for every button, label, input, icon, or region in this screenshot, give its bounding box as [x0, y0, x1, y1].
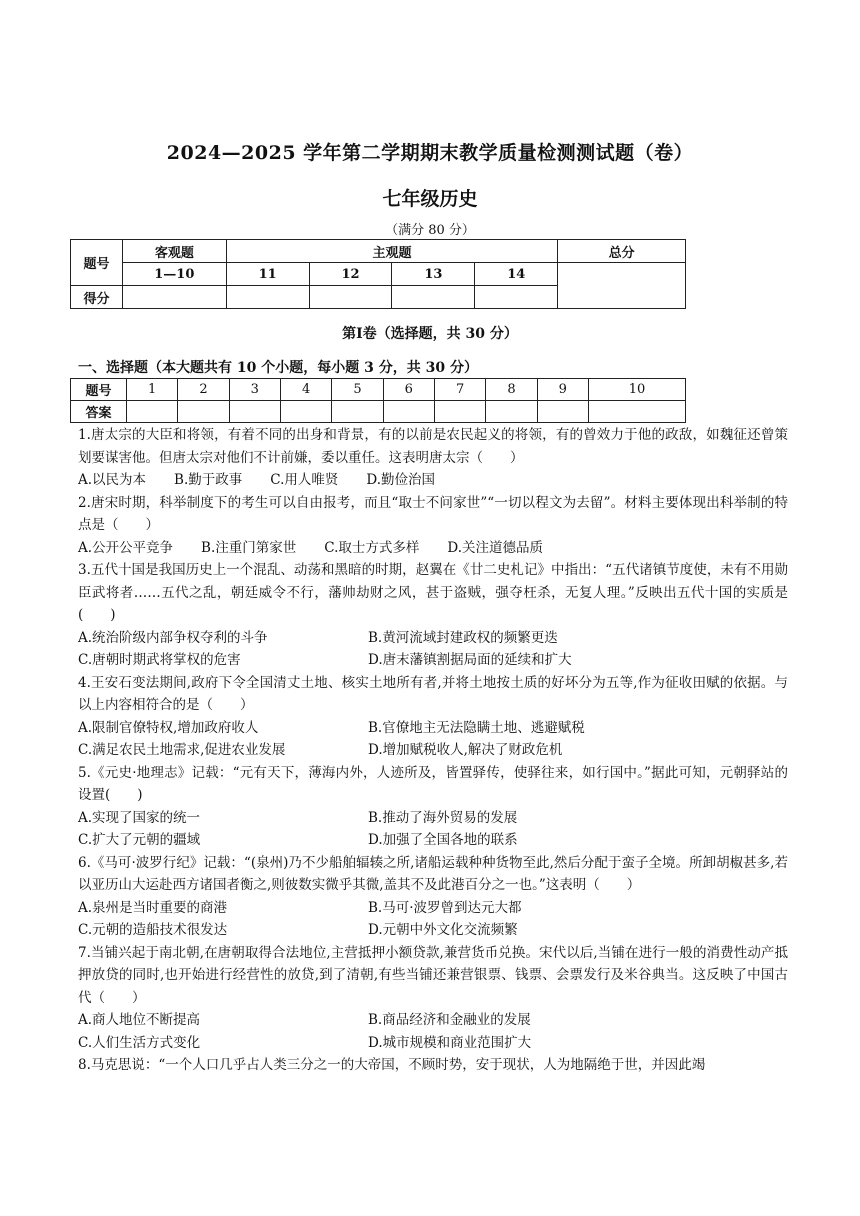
question-stem: 3.五代十国是我国历史上一个混乱、动荡和黑暗的时期，赵翼在《廿二史札记》中指出：“五代诸镇节度使，未有不用勋臣武将者……五代之乱，朝廷威令不行，藩帅劫财之风，甚于盗贼，强夺枉杀，无复人理。”反映出五代十国的实质是( ) — [78, 562, 788, 623]
option-a[interactable]: A.统治阶级内部争权夺利的斗争 — [78, 629, 268, 646]
question-5 — [78, 762, 788, 852]
option-d[interactable]: D.勤俭治国 — [366, 472, 436, 488]
option-a[interactable]: A.以民为本 — [78, 472, 147, 488]
option-a[interactable]: A.实现了国家的统一 — [78, 809, 201, 826]
option-c[interactable]: C.扩大了元朝的疆域 — [78, 832, 201, 848]
answer-cell-6[interactable] — [383, 401, 434, 423]
answer-table — [70, 378, 686, 423]
option-group — [78, 829, 788, 852]
option-b[interactable]: B.勤于政事 — [174, 472, 243, 488]
answer-num: 8 — [486, 379, 537, 401]
answer-num: 5 — [332, 379, 383, 401]
answer-label-daan: 答案 — [71, 401, 127, 423]
answer-num: 6 — [383, 379, 434, 401]
option-b[interactable]: B.商品经济和金融业的发展 — [368, 1012, 531, 1028]
score-cell-13[interactable] — [392, 286, 475, 309]
exam-subtitle: 七年级历史 — [382, 188, 478, 210]
option-b[interactable]: B.注重门第家世 — [201, 539, 297, 556]
option-b[interactable]: B.官僚地主无法隐瞒土地、逃避赋税 — [368, 719, 585, 736]
option-c[interactable]: C.人们生活方式变化 — [78, 1034, 201, 1051]
answer-cell-8[interactable] — [486, 401, 537, 423]
option-c[interactable]: C.取士方式多样 — [324, 539, 420, 556]
full-score-note: （满分 80 分） — [385, 223, 475, 238]
answer-input-row — [71, 401, 686, 423]
answer-cell-5[interactable] — [332, 401, 383, 423]
question-8 — [78, 1054, 788, 1077]
option-b[interactable]: B.黄河流域封建政权的频繁更迭 — [368, 629, 558, 646]
score-label-zongfen: 总分 — [558, 240, 686, 263]
section-title: 第Ⅰ卷（选择题，共 30 分） — [342, 326, 518, 342]
option-group — [78, 739, 788, 762]
option-a[interactable]: A.公开公平竞争 — [78, 539, 174, 556]
option-group — [78, 469, 788, 492]
answer-num: 9 — [537, 379, 588, 401]
answer-cell-9[interactable] — [537, 401, 588, 423]
option-d[interactable]: D.增加赋税收人,解决了财政危机 — [368, 742, 563, 758]
score-cell-11[interactable] — [226, 286, 309, 309]
question-2 — [78, 492, 788, 560]
option-group — [78, 807, 788, 830]
question-4 — [78, 672, 788, 762]
answer-cell-10[interactable] — [588, 401, 685, 423]
option-group — [78, 897, 788, 920]
option-a[interactable]: A.泉州是当时重要的商港 — [78, 899, 228, 916]
answer-num: 1 — [127, 379, 178, 401]
option-group — [78, 1009, 788, 1032]
option-c[interactable]: C.唐朝时期武将掌权的危害 — [78, 652, 241, 668]
answer-num: 2 — [178, 379, 229, 401]
option-d[interactable]: D.元朝中外文化交流频繁 — [368, 922, 518, 938]
question-stem: 1.唐太宗的大臣和将领，有着不同的出身和背景，有的以前是农民起义的将领，有的曾效力于他的政敌，如魏征还曾策划要谋害他。但唐太宗对他们不计前嫌，委以重任。这表明唐太宗（ ） — [78, 427, 788, 466]
exam-title: 2024—2025 学年第二学期期末教学质量检测测试题（卷） — [166, 142, 694, 164]
question-1 — [78, 424, 788, 492]
answer-number-row — [71, 379, 686, 401]
answer-num: 3 — [229, 379, 280, 401]
score-cell-12[interactable] — [309, 286, 392, 309]
option-c[interactable]: C.用人唯贤 — [270, 472, 339, 488]
option-a[interactable]: A.限制官僚特权,增加政府收人 — [78, 719, 259, 736]
score-cell-objective[interactable] — [122, 286, 226, 309]
question-stem: 2.唐宋时期，科举制度下的考生可以自由报考，而且“取士不问家世”“一切以程文为去留”。材料主要体现出科举制的特点是（ ） — [78, 494, 788, 533]
question-stem: 4.王安石变法期间,政府下令全国清丈土地、核实土地所有者,并将土地按土质的好坏分为五等,作为征收田赋的依据。与以上内容相符合的是（ ） — [78, 674, 788, 713]
total-score-cell[interactable] — [558, 263, 686, 309]
score-label-defen: 得分 — [71, 286, 123, 309]
score-num-11: 11 — [226, 263, 309, 286]
option-b[interactable]: B.推动了海外贸易的发展 — [368, 809, 518, 826]
question-7 — [78, 942, 788, 1055]
option-group — [78, 717, 788, 740]
option-group — [78, 919, 788, 942]
answer-cell-4[interactable] — [280, 401, 331, 423]
question-3 — [78, 559, 788, 672]
question-6 — [78, 852, 788, 942]
option-a[interactable]: A.商人地位不断提高 — [78, 1012, 201, 1028]
option-c[interactable]: C.满足农民土地需求,促进农业发展 — [78, 742, 286, 758]
answer-num: 10 — [588, 379, 685, 401]
score-range-label: 1—10 — [122, 263, 226, 286]
question-stem: 8.马克思说：“一个人口几乎占人类三分之一的大帝国，不顾时势，安于现状，人为地隔绝于世，并因此竭 — [78, 1057, 706, 1073]
score-label-keguan: 客观题 — [122, 240, 226, 263]
answer-label-tihao: 题号 — [71, 379, 127, 401]
answer-cell-3[interactable] — [229, 401, 280, 423]
option-group — [78, 1032, 788, 1055]
score-num-14: 14 — [475, 263, 558, 286]
score-cell-14[interactable] — [475, 286, 558, 309]
answer-cell-7[interactable] — [434, 401, 485, 423]
option-group — [78, 649, 788, 672]
part-title: 一、选择题（本大题共有 10 个小题，每小题 3 分，共 30 分） — [78, 360, 478, 376]
answer-cell-2[interactable] — [178, 401, 229, 423]
option-d[interactable]: D.关注道德品质 — [447, 539, 544, 556]
answer-num: 4 — [280, 379, 331, 401]
score-table — [70, 239, 686, 309]
score-num-13: 13 — [392, 263, 475, 286]
answer-cell-1[interactable] — [127, 401, 178, 423]
score-label-tihao: 题号 — [71, 240, 123, 286]
answer-num: 7 — [434, 379, 485, 401]
question-stem: 7.当铺兴起于南北朝,在唐朝取得合法地位,主营抵押小额贷款,兼营货币兑换。宋代以后,当铺在进行一般的消费性动产抵押放贷的同时,也开始进行经营性的放贷,到了清朝,有些当铺还兼营银票、钱票、会票发行及米谷典当。这反映了中国古代（ ） — [78, 944, 788, 1006]
option-group — [78, 537, 788, 560]
question-stem: 5.《元史·地理志》记载：“元有天下，薄海内外，人迹所及，皆置驿传，使驿往来，如行国中。”据此可知，元朝驿站的设置( ) — [78, 764, 788, 803]
score-label-zhuguan: 主观题 — [226, 240, 557, 263]
option-d[interactable]: D.城市规模和商业范围扩大 — [368, 1034, 532, 1051]
question-stem: 6.《马可·波罗行纪》记载：“(泉州)乃不少船舶辐辏之所,诸船运载种种货物至此,然后分配于蛮子全境。所卸胡椒甚多,若以亚历山大运赴西方诸国者衡之,则彼数实微乎其微,盖其不及此港百分之一也。”这表明（ ） — [78, 854, 788, 893]
option-group — [78, 627, 788, 650]
option-b[interactable]: B.马可·波罗曾到达元大都 — [368, 899, 522, 916]
option-c[interactable]: C.元朝的造船技术很发达 — [78, 922, 228, 938]
question-list — [78, 424, 788, 1077]
score-num-12: 12 — [309, 263, 392, 286]
option-d[interactable]: D.唐末藩镇割据局面的延续和扩大 — [368, 652, 572, 668]
option-d[interactable]: D.加强了全国各地的联系 — [368, 832, 518, 848]
